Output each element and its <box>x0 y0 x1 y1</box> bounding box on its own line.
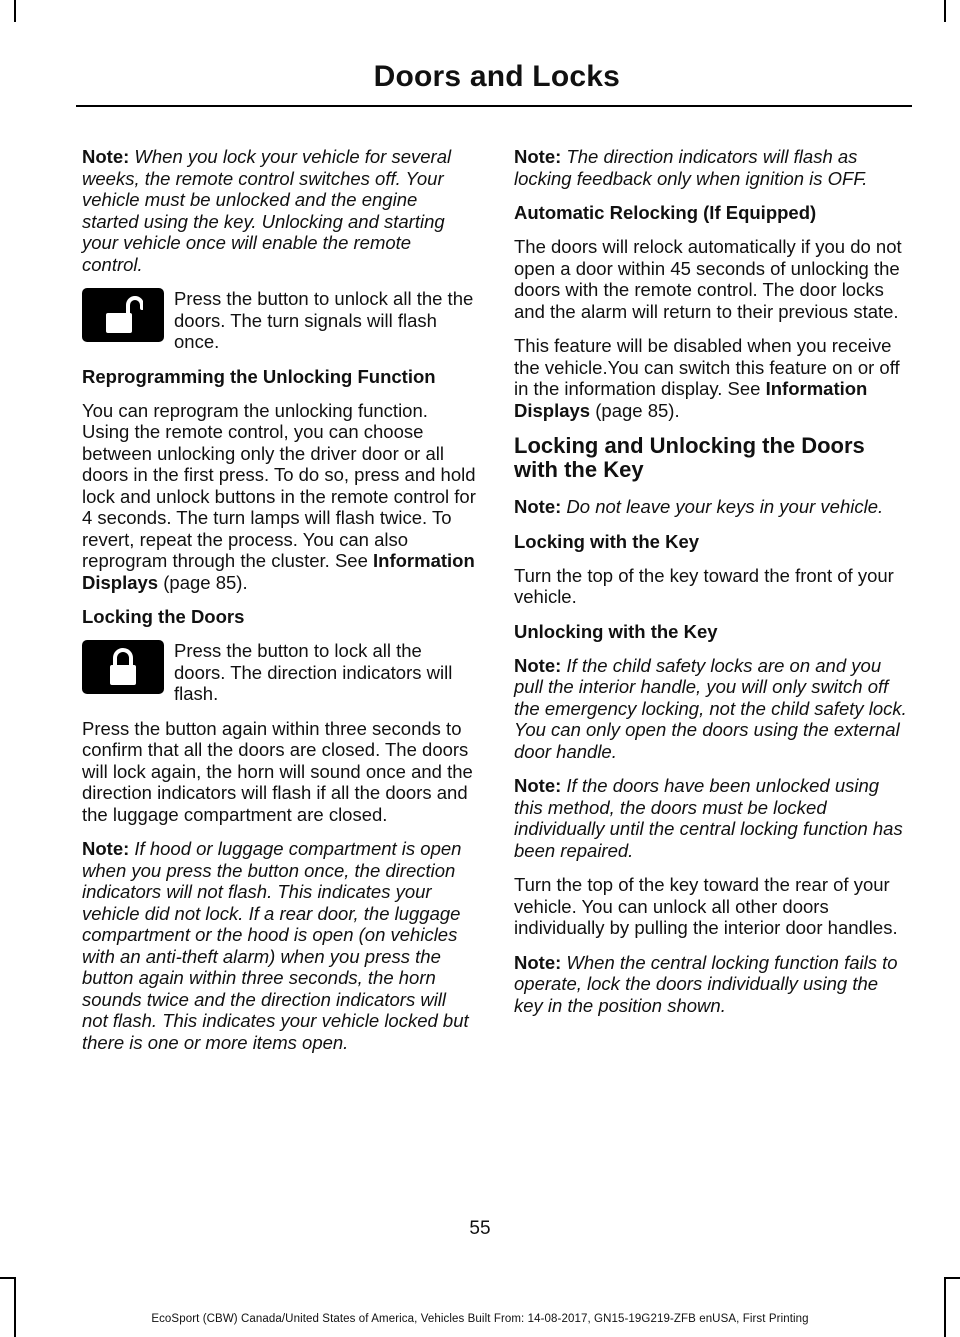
crop-mark-bottom-right <box>944 1277 946 1337</box>
note-unlocked-method: Note: If the doors have been unlocked using this method, the doors must be locked individually until the central locking function has been repaired. <box>514 775 903 861</box>
page-title: Doors and Locks <box>373 60 620 93</box>
press-again-text: Press the button again within three seconds to confirm that all the doors are closed. The doors will lock again, the horn will sound once and the direction indicators will flash if all the doors and the luggage compartment are closed. <box>82 717 473 825</box>
lock-text: Press the button to lock all the doors. The direction indicators will flash. <box>174 640 453 704</box>
lock-instruction <box>82 640 476 705</box>
note-keys: Note: Do not leave your keys in your vehicle. <box>514 496 884 517</box>
unlock-icon <box>82 288 164 342</box>
reprogramming-text: You can reprogram the unlocking function. Using the remote control, you can choose between unlocking only the driver door or all doors in the first press. To do so, press and hold lock and unlock buttons in the remote control for 4 seconds. The turn lamps will flash twice. To revert, repeat the process. You can also reprogram through the cluster. See Information Displays (page 85). <box>82 399 476 593</box>
note-hood-open: Note: If hood or luggage compartment is open when you press the button once, the direction indicators will not flash. This indicates your vehicle did not lock. If a rear door, the luggage compartment or the hood is open (on vehicles with an anti-theft alarm) when you press the button again within three seconds, the horn sounds twice and the direction indicators will not flash. This indicates your vehicle locked but there is one or more items open. <box>82 838 469 1053</box>
heading-locking-with-key: Locking with the Key <box>514 530 700 552</box>
crop-mark-bottom-left-h <box>0 1277 16 1279</box>
heading-locking-with-key-section: Locking and Unlocking the Doors with the Key <box>514 433 865 482</box>
link-information-displays-2[interactable]: Information Displays <box>514 378 868 421</box>
note-central-locking-fails: Note: When the central locking function fails to operate, lock the doors individually using the key in the position shown. <box>514 951 898 1016</box>
right-column <box>514 146 908 1029</box>
crop-mark-top-left <box>14 0 16 22</box>
lock-key-text: Turn the top of the key toward the front of your vehicle. <box>514 564 894 607</box>
unlock-text: Press the button to unlock all the the doors. The turn signals will flash once. <box>174 288 474 352</box>
unlock-instruction <box>82 288 476 353</box>
header-rule <box>76 105 912 107</box>
crop-mark-bottom-left <box>14 1277 16 1337</box>
note-direction-indicators: Note: The direction indicators will flash as locking feedback only when ignition is OFF. <box>514 146 868 189</box>
crop-mark-bottom-right-h <box>944 1277 960 1279</box>
crop-mark-top-right <box>944 0 946 22</box>
heading-unlocking-with-key: Unlocking with the Key <box>514 620 718 642</box>
link-information-displays[interactable]: Information Displays <box>82 550 475 593</box>
heading-locking-doors: Locking the Doors <box>82 606 245 627</box>
left-column <box>82 146 476 1066</box>
disable-text: This feature will be disabled when you receive the vehicle.You can switch this feature on or off in the information display. See Information Displays (page 85). <box>514 335 900 421</box>
relock-text: The doors will relock automatically if you do not open a door within 45 seconds of unlocking the doors with the remote control. The door locks and the alarm will return to their previous state. <box>514 236 902 322</box>
footer-text: EcoSport (CBW) Canada/United States of America, Vehicles Built From: 14-08-2017, GN15-19G219-ZFB enUSA, First Printing <box>151 1313 809 1325</box>
heading-automatic-relocking: Automatic Relocking (If Equipped) <box>514 202 817 223</box>
lock-icon <box>82 640 164 694</box>
turn-rear-text: Turn the top of the key toward the rear of your vehicle. You can unlock all other doors individually by pulling the interior door handles. <box>514 874 898 938</box>
note-child-locks: Note: If the child safety locks are on and you pull the interior handle, you will only switch off the emergency locking, not the child safety lock. You can only open the doors using the external door handle. <box>514 654 907 762</box>
page-number: 55 <box>469 1218 491 1239</box>
note-remote-switch-off: Note: When you lock your vehicle for several weeks, the remote control switches off. Your vehicle must be unlocked and the engine started using the key. Unlocking and starting your vehicle once will enable the remote control. <box>82 146 452 275</box>
heading-reprogramming: Reprogramming the Unlocking Function <box>82 365 436 387</box>
